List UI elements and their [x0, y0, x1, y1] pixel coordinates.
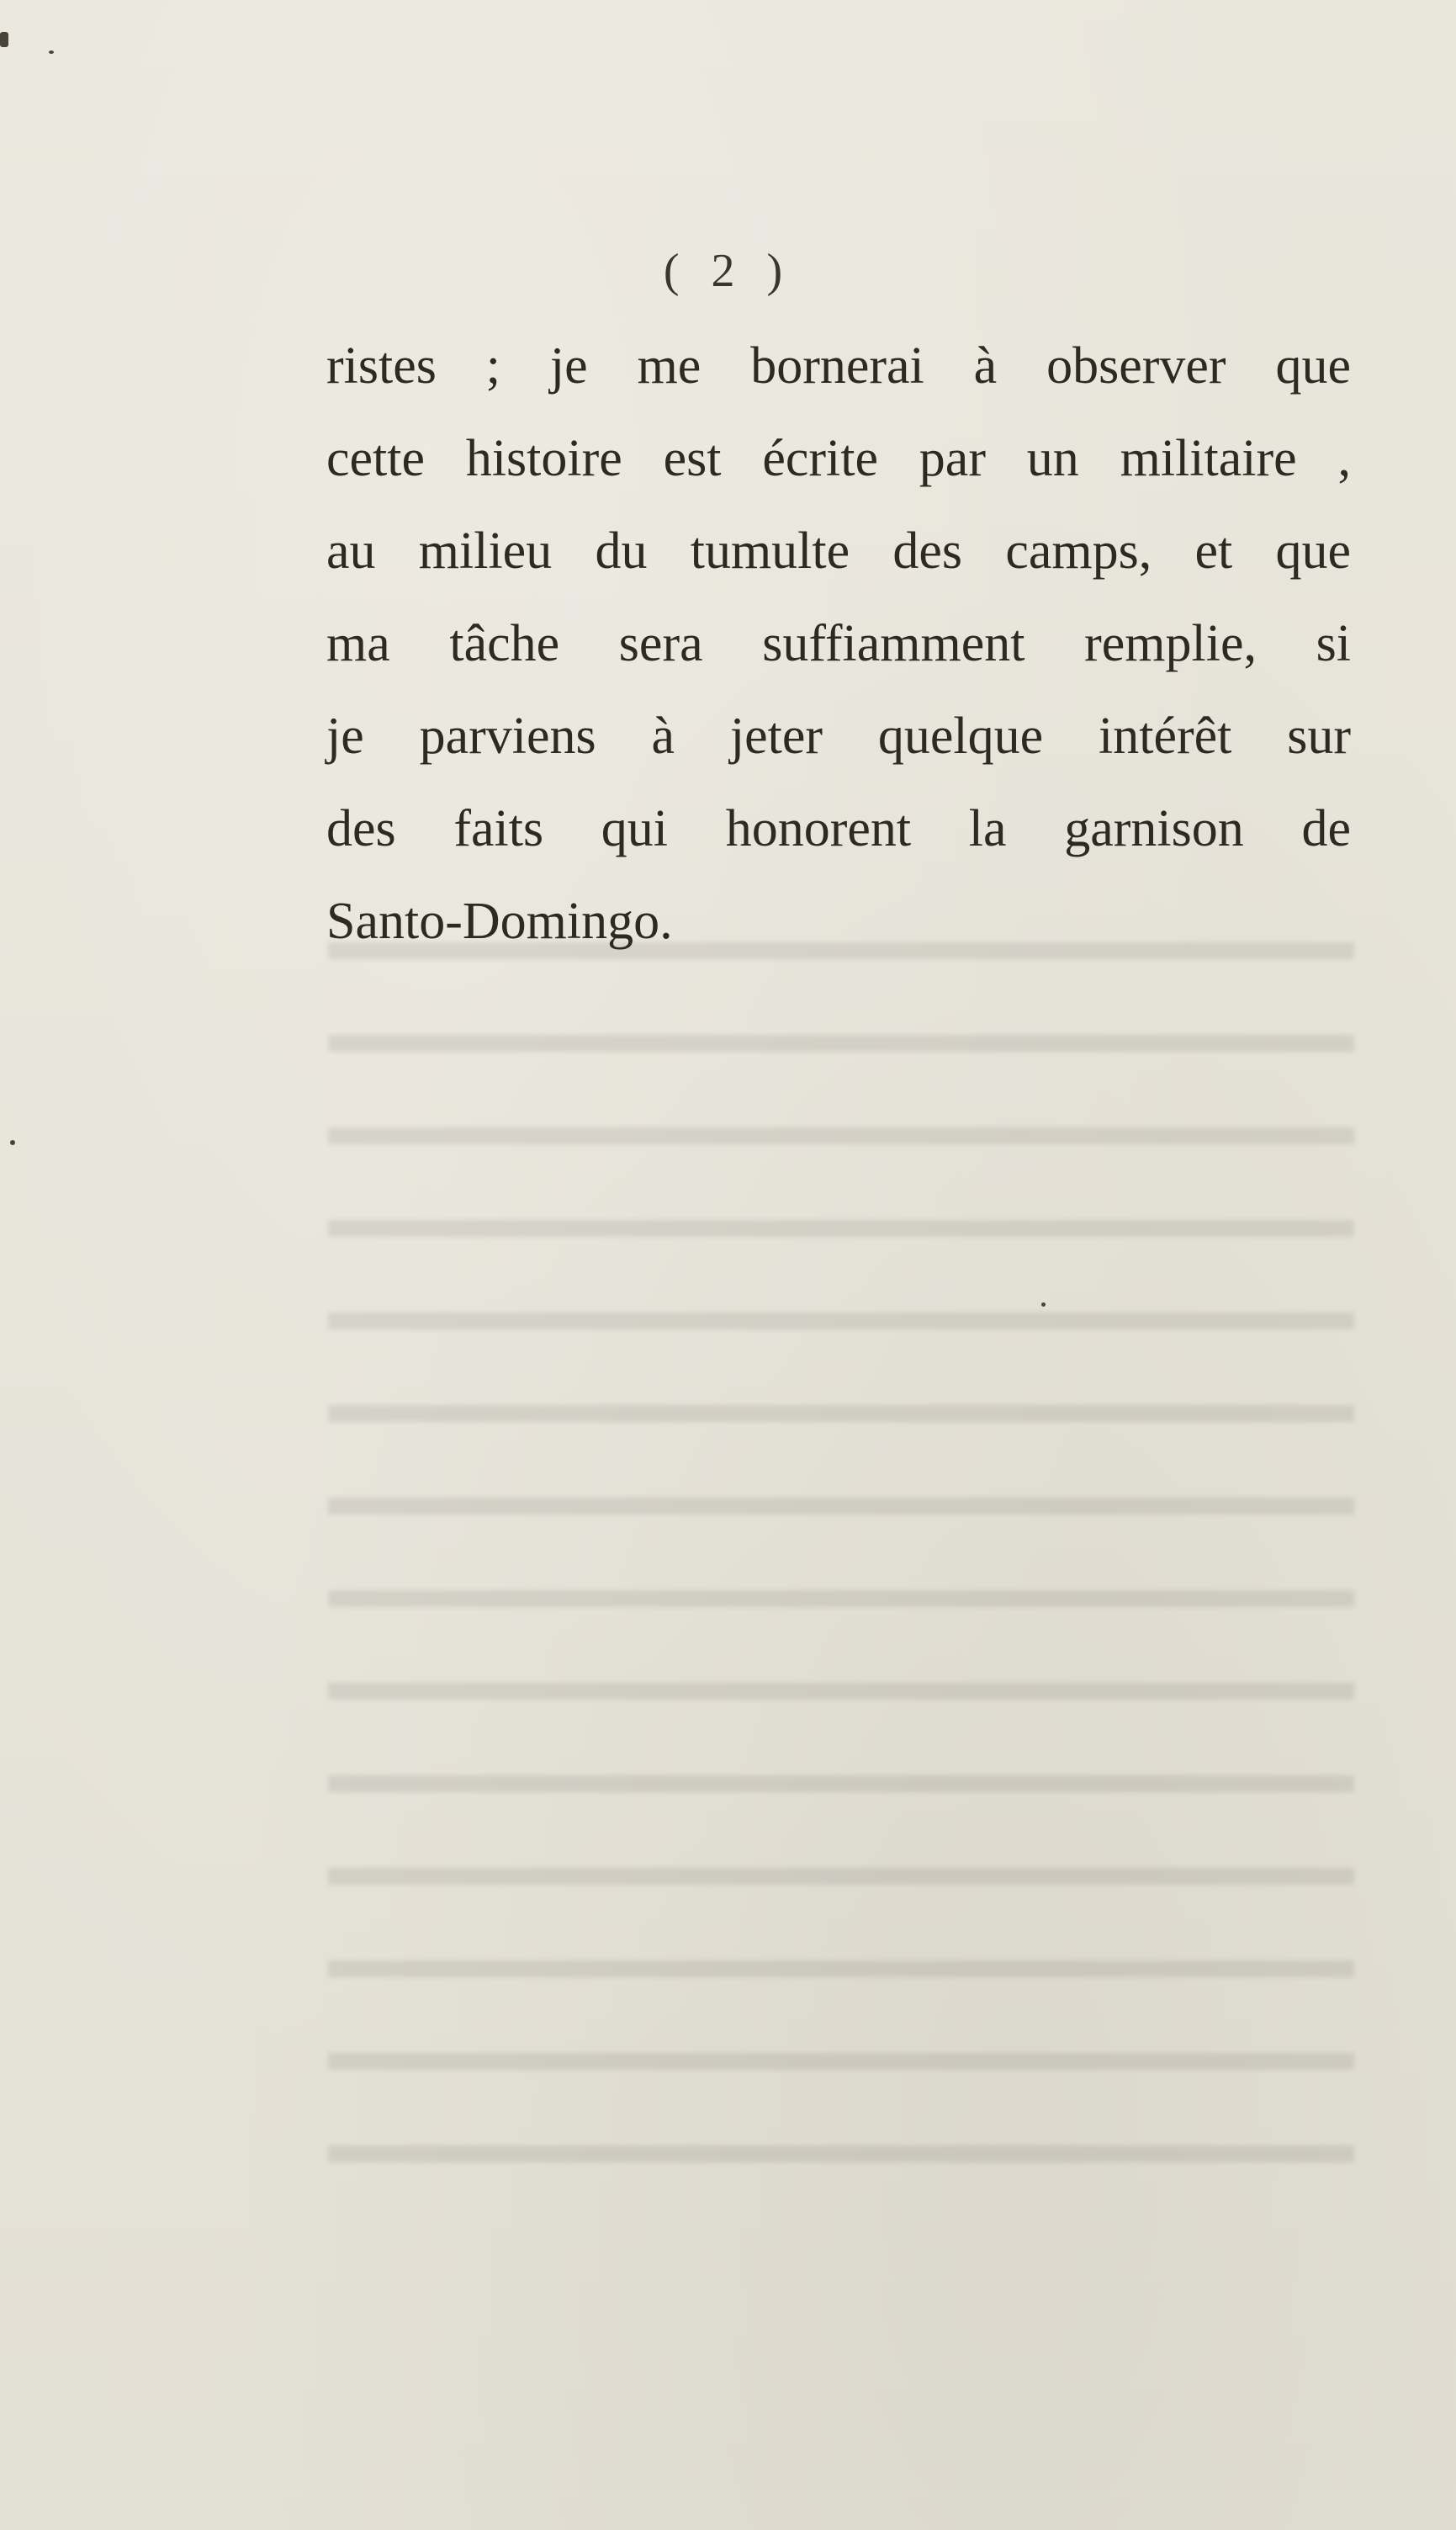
body-text	[326, 320, 1351, 968]
paper-speck	[10, 1140, 15, 1145]
text-line: je parviens à jeter quelque intérêt sur	[326, 708, 1351, 765]
text-line: au milieu du tumulte des camps, et que	[326, 522, 1351, 580]
paper-speck	[49, 50, 54, 54]
text-line: ristes ; je me bornerai à observer que	[326, 337, 1351, 395]
text-line: Santo-Domingo.	[326, 893, 673, 950]
show-through-text	[328, 892, 1354, 2204]
paper-speck	[1041, 1302, 1046, 1307]
text-line: cette histoire est écrite par un militaire ,	[326, 430, 1351, 487]
text-line: des faits qui honorent la garnison de	[326, 800, 1351, 857]
paper-speck	[0, 32, 8, 47]
text-line: ma tâche sera suffiamment remplie, si	[326, 615, 1351, 672]
page-number: ( 2 )	[663, 245, 793, 297]
